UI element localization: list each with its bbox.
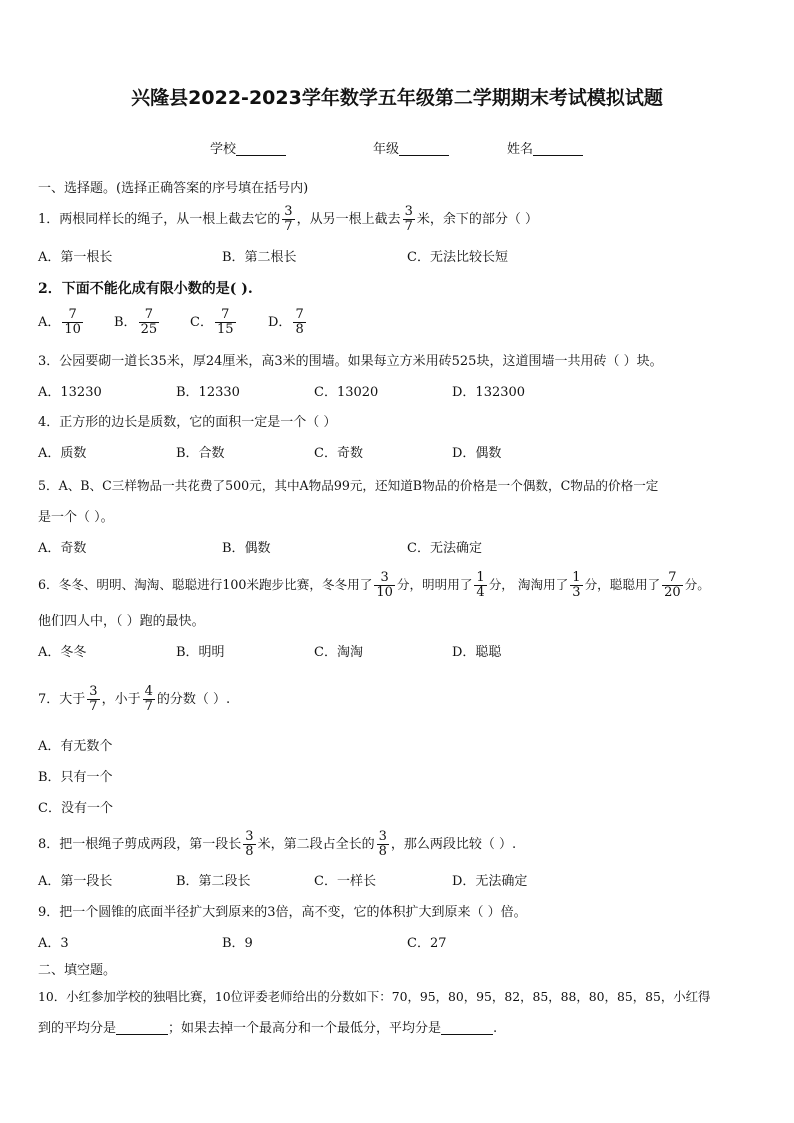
q3-option-c[interactable]: C．13020 [314,385,379,400]
name-blank[interactable] [533,143,583,156]
question-5-line-2: 是一个（ ）。 [38,510,114,525]
name-field[interactable] [507,143,583,156]
q7-option-a[interactable]: A．有无数个 [38,739,113,754]
grade-field[interactable] [373,143,449,156]
q7-option-b[interactable]: B．只有一个 [38,770,113,785]
fraction: $\frac{1}{4}$ [476,570,485,600]
school-field[interactable] [210,143,286,156]
question-9: 9．把一个圆锥的底面半径扩大到原来的3倍，高不变，它的体积扩大到原来（ ）倍。 [38,905,527,920]
section-choice-heading: 一、选择题。(选择正确答案的序号填在括号内) [38,181,309,196]
q10-answer-blank-2[interactable] [441,1022,493,1035]
q2-option-d[interactable]: D． $\frac{7}{8}$ [268,307,304,337]
fraction: $\frac{7}{20}$ [664,570,681,600]
fraction: $\frac{3}{10}$ [376,570,393,600]
question-4: 4．正方形的边长是质数，它的面积一定是一个（ ） [38,415,337,430]
q2-option-b[interactable]: B． $\frac{7}{25}$ [114,307,158,337]
question-5-line-1: 5．A、B、C三样物品一共花费了500元，其中A物品99元，还知道B物品的价格是一个偶数，C物品的价格一定 [38,478,659,493]
section-fill-heading: 二、填空题。 [38,963,117,978]
name-label: 姓名 [507,142,534,157]
q4-option-c[interactable]: C．奇数 [314,446,363,461]
question-7: 7．大于 $\frac{3}{7}$ ，小于 $\frac{4}{7}$ 的分数（ ）. [38,684,231,714]
q3-option-d[interactable]: D．132300 [452,385,526,400]
grade-label: 年级 [373,142,400,157]
q5-option-c[interactable]: C．无法确定 [407,541,482,556]
fraction: $\frac{3}{7}$ [404,204,413,234]
q5-option-a[interactable]: A．奇数 [38,541,87,556]
q6-option-c[interactable]: C．淘淘 [314,645,363,660]
q3-option-b[interactable]: B．12330 [176,385,240,400]
school-blank[interactable] [236,143,286,156]
question-1 [38,205,538,235]
q9-option-b[interactable]: B．9 [222,936,253,951]
fraction: $\frac{3}{7}$ [284,204,293,234]
question-3: 3．公园要砌一道长35米，厚24厘米，高3米的围墙。如果每立方米用砖525块，这道围墙一共用砖（ ）块。 [38,354,663,369]
question-8: 8．把一根绳子剪成两段，第一段长 $\frac{3}{8}$ 米，第二段占全长的 $\frac{3}{8}$ ，那么两段比较（ ）. [38,829,517,859]
q10-answer-blank-1[interactable] [116,1022,168,1035]
fraction: $\frac{1}{3}$ [572,570,581,600]
q2-option-c[interactable]: C． $\frac{7}{15}$ [190,307,234,337]
q1-option-c[interactable]: C．无法比较长短 [407,250,508,265]
q3-option-a[interactable]: A．13230 [38,385,102,400]
q1-option-a[interactable]: A．第一根长 [38,250,113,265]
q1-text-3: 米，余下的部分（ ） [416,212,538,227]
fraction: $\frac{7}{25}$ [140,307,158,337]
q1-text-1: 1．两根同样长的绳子，从一根上截去它的 [38,212,281,227]
fraction: $\frac{3}{8}$ [378,829,387,859]
q8-option-b[interactable]: B．第二段长 [176,874,251,889]
q2-option-a[interactable]: A． $\frac{7}{10}$ [38,307,81,337]
q1-text-2: ，从另一根上截去 [296,212,401,227]
q8-option-c[interactable]: C．一样长 [314,874,376,889]
school-label: 学校 [210,142,237,157]
q1-option-b[interactable]: B．第二根长 [222,250,297,265]
question-2: 2．下面不能化成有限小数的是( ). [38,281,253,297]
q6-option-a[interactable]: A．冬冬 [38,645,87,660]
q5-option-b[interactable]: B．偶数 [222,541,271,556]
fraction: $\frac{7}{10}$ [64,307,81,337]
q4-option-d[interactable]: D．偶数 [452,446,502,461]
fraction: $\frac{7}{15}$ [216,307,234,337]
question-10-line-2: 到的平均分是 ；如果去掉一个最高分和一个最低分，平均分是 . [38,1021,498,1036]
fraction: $\frac{3}{8}$ [245,829,254,859]
q7-option-c[interactable]: C．没有一个 [38,801,113,816]
grade-blank[interactable] [399,143,449,156]
q9-option-c[interactable]: C．27 [407,936,447,951]
q9-option-a[interactable]: A．3 [38,936,69,951]
page-title: 兴隆县2022-2023学年数学五年级第二学期期末考试模拟试题 [131,87,663,109]
q8-option-a[interactable]: A．第一段长 [38,874,113,889]
fraction: $\frac{4}{7}$ [144,684,153,714]
fraction: $\frac{7}{8}$ [295,307,304,337]
question-10-line-1: 10．小红参加学校的独唱比赛，10位评委老师给出的分数如下：70，95，80，95，82，85，88，80，85，85，小红得 [38,989,711,1004]
q4-option-b[interactable]: B．合数 [176,446,225,461]
question-6-line-2: 他们四人中，（ ）跑的最快。 [38,614,205,629]
q4-option-a[interactable]: A．质数 [38,446,87,461]
fraction: $\frac{3}{7}$ [89,684,98,714]
question-6-line-1: 6．冬冬、明明、淘淘、聪聪进行100米跑步比赛，冬冬用了 $\frac{3}{10}$ 分，明明用了 $\frac{1}{4}$ 分， 淘淘用了 $\frac{1}{3}$ 分，聪聪用了 $\frac{7}{20}$ 分。 [38,570,710,600]
q8-option-d[interactable]: D．无法确定 [452,874,528,889]
q6-option-b[interactable]: B．明明 [176,645,225,660]
q6-option-d[interactable]: D．聪聪 [452,645,502,660]
